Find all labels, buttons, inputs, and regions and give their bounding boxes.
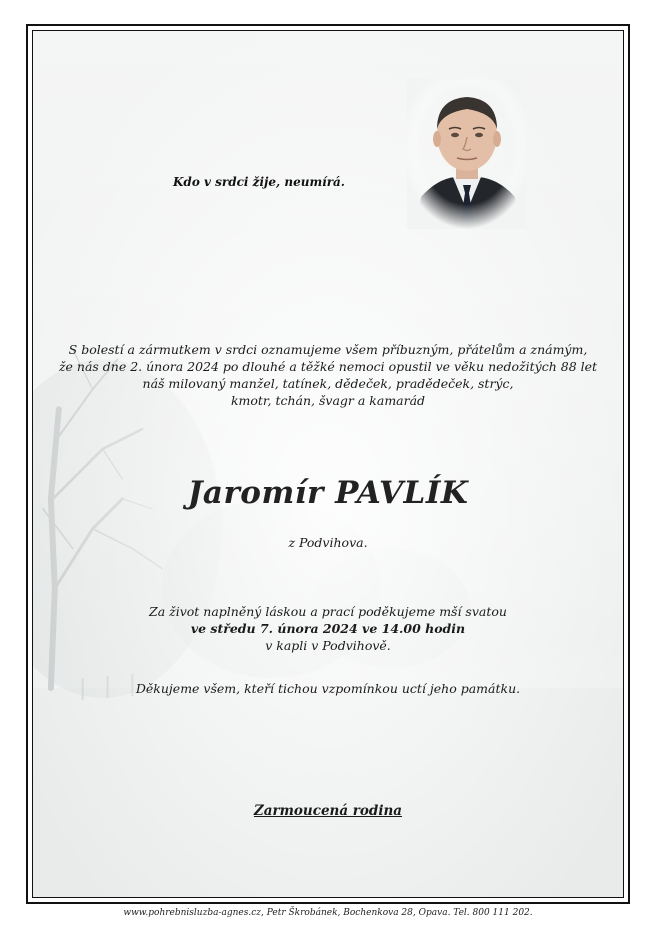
ceremony-details	[33, 603, 623, 654]
announcement-text	[33, 341, 623, 409]
announcement-line: S bolestí a zármutkem v srdci oznamujeme všem příbuzným, přátelům a známým,	[68, 342, 588, 357]
ceremony-date-time: ve středu 7. února 2024 ve 14.00 hodin	[190, 621, 466, 636]
funeral-service-footer: www.pohrebnisluzba-agnes.cz, Petr Škrobánek, Bochenkova 28, Opava. Tel. 800 111 202.	[123, 908, 533, 918]
foggy-landscape-background	[33, 31, 623, 897]
origin-text: z Podvihova.	[288, 535, 368, 550]
announcement-line: náš milovaný manžel, tatínek, dědeček, pradědeček, strýc,	[142, 376, 514, 391]
obituary-frame-outer	[26, 24, 630, 904]
announcement-line: kmotr, tchán, švagr a kamarád	[230, 393, 426, 408]
deceased-portrait-photo	[407, 79, 527, 229]
thanks-text: Děkujeme všem, kteří tichou vzpomínkou uctí jeho památku.	[135, 681, 521, 696]
family-signature: Zarmoucená rodina	[253, 803, 403, 819]
ceremony-location: v kapli v Podvihově.	[265, 638, 391, 653]
obituary-frame-inner	[32, 30, 624, 898]
motto-quote: Kdo v srdci žije, neumírá.	[173, 175, 345, 189]
ceremony-line-1: Za život naplněný láskou a prací poděkujeme mší svatou	[149, 604, 507, 619]
announcement-line: že nás dne 2. února 2024 po dlouhé a těžké nemoci opustil ve věku nedožitých 88 let	[58, 359, 598, 374]
deceased-name: Jaromír PAVLÍK	[187, 475, 469, 511]
